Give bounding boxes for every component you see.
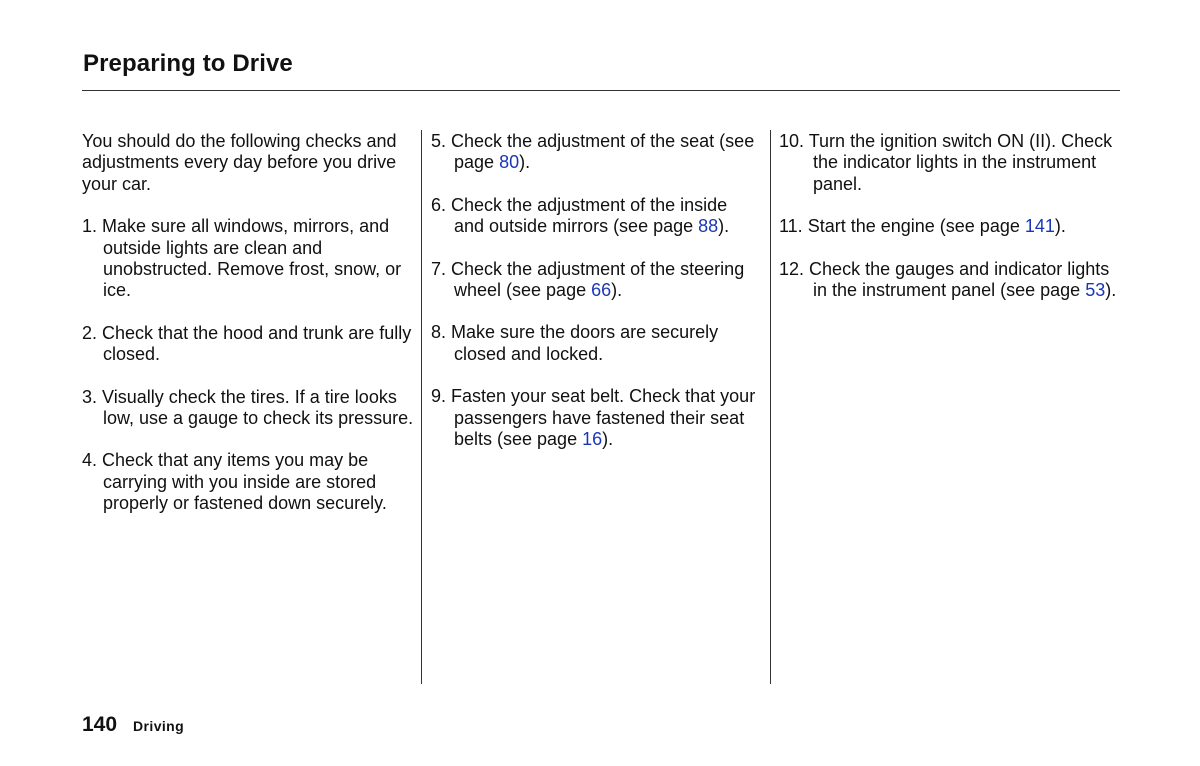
page-title: Preparing to Drive — [83, 50, 293, 77]
checklist-item — [82, 323, 414, 366]
item-number: 12. — [779, 258, 805, 279]
checklist-item — [779, 259, 1124, 302]
item-number: 7. — [431, 258, 447, 279]
checklist-item — [431, 195, 761, 238]
item-text: Check the gauges and indicator lights in the instrument panel (see page — [809, 258, 1110, 301]
item-number: 5. — [431, 131, 447, 151]
item-text: Fasten your seat belt. Check that your passengers have fastened their seat belts (see page — [451, 386, 756, 450]
item-suffix: ). — [1054, 216, 1066, 237]
item-number: 4. — [82, 450, 98, 471]
page-link-141[interactable]: 141 — [1024, 216, 1055, 237]
item-number: 2. — [82, 322, 98, 343]
checklist-item — [779, 131, 1124, 195]
column-divider — [421, 130, 422, 684]
page-link-16[interactable]: 16 — [582, 429, 603, 450]
item-text: Check the adjustment of the seat (see page — [451, 131, 755, 173]
item-number: 1. — [82, 216, 98, 237]
item-text: Check the adjustment of the steering wheel (see page — [451, 258, 745, 301]
checklist-item — [431, 259, 761, 302]
item-number: 9. — [431, 386, 447, 407]
checklist-item — [82, 450, 414, 514]
item-text: Visually check the tires. If a tire looks low, use a gauge to check its pressure. — [102, 386, 414, 429]
item-suffix: ). — [602, 429, 614, 450]
item-text: Start the engine (see page — [807, 216, 1020, 237]
item-suffix: ). — [611, 280, 623, 301]
column-divider — [770, 130, 771, 684]
item-text: Make sure all windows, mirrors, and outside lights are clean and unobstructed. Remove frost, snow, or ice. — [102, 216, 402, 301]
item-text: Check that the hood and trunk are fully closed. — [102, 322, 412, 365]
item-text: Turn the ignition switch ON (II). Check the indicator lights in the instrument panel. — [808, 131, 1113, 194]
item-number: 6. — [431, 194, 447, 215]
checklist-item — [82, 387, 414, 430]
column-3 — [779, 131, 1124, 322]
item-number: 3. — [82, 386, 98, 407]
page-link-88[interactable]: 88 — [698, 216, 719, 237]
item-text: Make sure the doors are securely closed and locked. — [451, 322, 719, 364]
checklist-item — [431, 322, 761, 365]
item-text: Check the adjustment of the inside and outside mirrors (see page — [451, 194, 728, 237]
page-number: 140 — [82, 713, 118, 736]
item-number: 11. — [779, 216, 803, 237]
intro-paragraph: You should do the following checks and adjustments every day before you drive your car. — [82, 131, 397, 194]
item-suffix: ). — [519, 152, 531, 173]
item-number: 8. — [431, 322, 447, 343]
checklist-item — [431, 386, 761, 450]
page-footer — [82, 713, 184, 737]
column-2 — [431, 131, 761, 471]
item-number: 10. — [779, 131, 805, 151]
item-suffix: ). — [718, 216, 730, 237]
item-text: Check that any items you may be carrying with you inside are stored properly or fastened down securely. — [102, 450, 387, 514]
item-suffix: ). — [1105, 280, 1117, 301]
page-link-53[interactable]: 53 — [1085, 280, 1106, 301]
section-name: Driving — [133, 718, 185, 734]
checklist-item — [431, 131, 761, 174]
page-link-80[interactable]: 80 — [499, 152, 520, 173]
column-1 — [82, 131, 414, 536]
header-divider — [82, 90, 1120, 91]
checklist-item — [82, 216, 414, 302]
checklist-item — [779, 216, 1124, 237]
page-link-66[interactable]: 66 — [591, 280, 612, 301]
